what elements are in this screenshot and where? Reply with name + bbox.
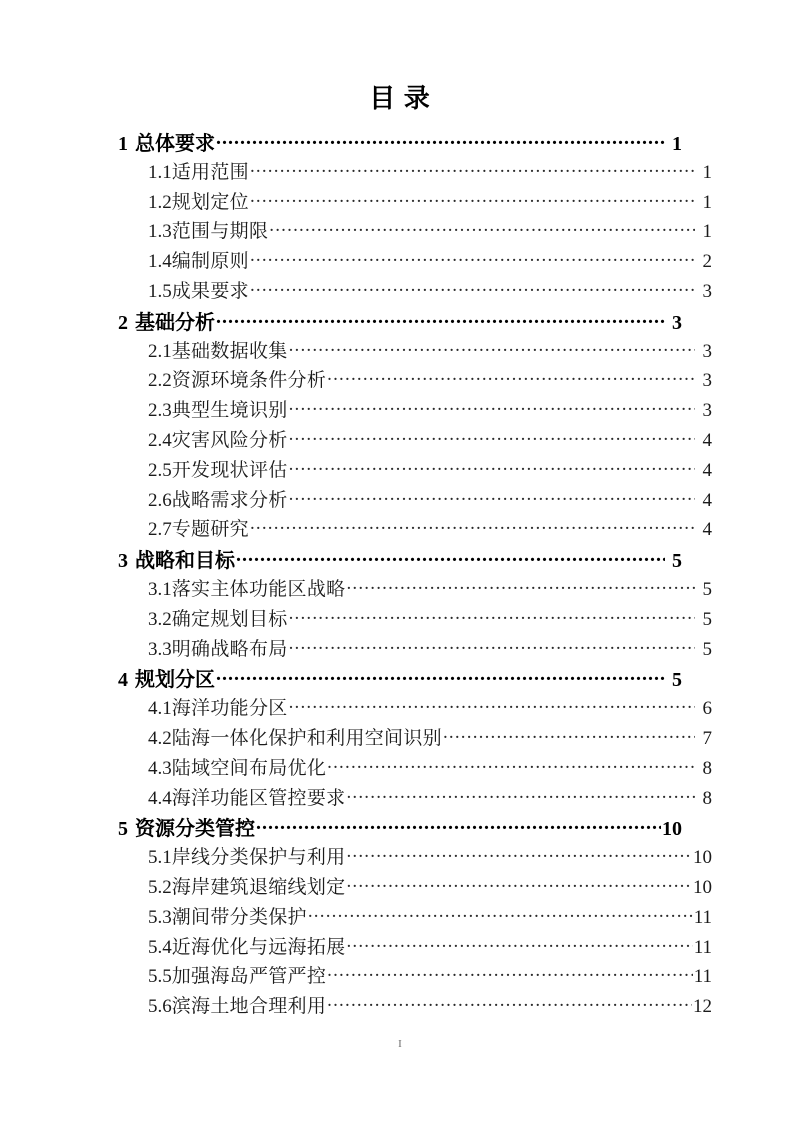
toc-entry[interactable] (118, 991, 712, 1021)
toc-entry-page-number: 2 (702, 251, 712, 273)
toc-entry-page-number: 3 (672, 311, 682, 334)
toc-entry[interactable] (118, 723, 712, 753)
toc-entry[interactable] (118, 693, 712, 723)
toc-entry[interactable] (118, 842, 712, 872)
toc-dot-leader (289, 487, 695, 506)
toc-entry-label: 资源环境条件分析 (171, 370, 327, 392)
toc-entry-page-number: 1 (702, 161, 712, 183)
toc-entry-label: 陆海一体化保护和利用空间识别 (171, 727, 442, 749)
toc-entry[interactable] (118, 157, 712, 187)
toc-entry-page-number: 3 (702, 370, 712, 392)
toc-entry-number: 3.3 (148, 638, 172, 660)
toc-entry-page-number: 4 (702, 489, 712, 511)
toc-dot-leader (250, 516, 695, 535)
toc-dot-leader (216, 666, 665, 686)
toc-dot-leader (327, 755, 695, 774)
toc-entry-label: 战略和目标 (135, 550, 235, 573)
toc-entry-page-number: 3 (702, 340, 712, 362)
toc-entry[interactable] (118, 574, 712, 604)
toc-entry-label: 海洋功能区管控要求 (171, 787, 346, 809)
toc-entry-page-number: 5 (702, 608, 712, 630)
toc-entry[interactable] (118, 634, 712, 664)
toc-entry-page-number: 5 (702, 638, 712, 660)
toc-entry-label: 岸线分类保护与利用 (171, 847, 346, 869)
toc-entry-label: 成果要求 (171, 280, 249, 302)
toc-dot-leader (346, 934, 692, 953)
toc-entry-number: 1.1 (148, 161, 172, 183)
toc-entry-number: 5.5 (148, 966, 172, 988)
toc-entry-label: 适用范围 (171, 161, 249, 183)
toc-dot-leader (308, 904, 693, 923)
toc-entry[interactable] (118, 783, 712, 813)
toc-entry[interactable] (118, 365, 712, 395)
table-of-contents (118, 127, 712, 1021)
toc-entry[interactable] (118, 276, 712, 306)
toc-entry[interactable] (118, 902, 712, 932)
toc-entry-number: 2.3 (148, 400, 172, 422)
toc-dot-leader (289, 427, 695, 446)
toc-entry-label: 灾害风险分析 (171, 429, 288, 451)
toc-dot-leader (250, 159, 695, 178)
toc-entry-page-number: 6 (702, 698, 712, 720)
toc-entry[interactable] (118, 544, 682, 574)
toc-entry-label: 规划定位 (171, 191, 249, 213)
toc-entry-page-number: 7 (702, 727, 712, 749)
toc-dot-leader (346, 874, 692, 893)
toc-entry-label: 资源分类管控 (135, 818, 255, 841)
toc-entry[interactable] (118, 127, 682, 157)
toc-dot-leader (346, 785, 695, 804)
toc-entry-page-number: 11 (693, 966, 712, 988)
toc-entry-number: 2.4 (148, 429, 172, 451)
toc-entry-number: 3 (118, 550, 128, 573)
toc-entry-label: 近海优化与远海拓展 (171, 936, 346, 958)
toc-entry-number: 4.4 (148, 787, 172, 809)
toc-entry[interactable] (118, 425, 712, 455)
toc-entry-label: 海岸建筑退缩线划定 (171, 876, 346, 898)
toc-dot-leader (216, 130, 665, 150)
toc-entry-number: 2.7 (148, 519, 172, 541)
toc-entry-label: 战略需求分析 (171, 489, 288, 511)
toc-entry-page-number: 5 (672, 550, 682, 573)
toc-dot-leader (289, 695, 695, 714)
toc-entry-page-number: 5 (702, 578, 712, 600)
toc-entry-page-number: 10 (693, 847, 712, 869)
toc-entry-label: 落实主体功能区战略 (171, 578, 346, 600)
toc-entry-label: 潮间带分类保护 (171, 906, 307, 928)
toc-entry-number: 3.1 (148, 578, 172, 600)
toc-dot-leader (250, 189, 695, 208)
toc-entry-label: 规划分区 (135, 669, 215, 692)
toc-entry-page-number: 1 (702, 221, 712, 243)
toc-entry-label: 海洋功能分区 (171, 698, 288, 720)
toc-entry-label: 基础数据收集 (171, 340, 288, 362)
toc-entry-page-number: 8 (702, 787, 712, 809)
toc-dot-leader (289, 457, 695, 476)
footer-page-number: I (398, 1038, 402, 1050)
toc-entry[interactable] (118, 306, 682, 336)
toc-dot-leader (250, 248, 695, 267)
toc-entry-number: 1.2 (148, 191, 172, 213)
toc-entry[interactable] (118, 514, 712, 544)
toc-entry-number: 2.1 (148, 340, 172, 362)
toc-dot-leader (346, 844, 692, 863)
toc-dot-leader (250, 278, 695, 297)
toc-entry-number: 4.3 (148, 757, 172, 779)
toc-entry-label: 范围与期限 (171, 221, 269, 243)
toc-dot-leader (216, 309, 665, 329)
toc-entry-page-number: 3 (702, 400, 712, 422)
toc-entry-page-number: 4 (702, 459, 712, 481)
toc-dot-leader (289, 338, 695, 357)
toc-dot-leader (346, 576, 695, 595)
toc-entry-label: 总体要求 (135, 133, 215, 155)
toc-entry-number: 5 (118, 818, 128, 841)
toc-dot-leader (289, 636, 695, 655)
toc-entry-label: 滨海土地合理利用 (171, 996, 327, 1018)
toc-entry-label: 典型生境识别 (171, 400, 288, 422)
toc-entry-number: 2.5 (148, 459, 172, 481)
toc-dot-leader (327, 993, 692, 1012)
toc-entry-number: 3.2 (148, 608, 172, 630)
toc-entry-number: 5.1 (148, 847, 172, 869)
toc-dot-leader (236, 547, 665, 567)
toc-entry-page-number: 8 (702, 757, 712, 779)
toc-dot-leader (269, 218, 695, 237)
toc-entry-label: 陆域空间布局优化 (171, 757, 327, 779)
toc-entry-page-number: 1 (702, 191, 712, 213)
toc-entry[interactable] (118, 753, 712, 783)
toc-entry-number: 4.1 (148, 698, 172, 720)
toc-entry-page-number: 4 (702, 429, 712, 451)
toc-entry-page-number: 1 (672, 133, 682, 155)
toc-entry-label: 专题研究 (171, 519, 249, 541)
toc-entry-label: 加强海岛严管严控 (171, 966, 327, 988)
toc-dot-leader (289, 606, 695, 625)
toc-entry[interactable] (118, 872, 712, 902)
toc-entry-page-number: 5 (672, 669, 682, 692)
toc-dot-leader (256, 815, 661, 835)
toc-entry[interactable] (118, 485, 712, 515)
toc-entry[interactable] (118, 395, 712, 425)
toc-entry-number: 1.5 (148, 280, 172, 302)
toc-entry-label: 明确战略布局 (171, 638, 288, 660)
toc-entry-number: 5.4 (148, 936, 172, 958)
toc-entry-number: 4 (118, 669, 128, 692)
toc-entry-label: 基础分析 (135, 311, 215, 334)
toc-entry[interactable] (118, 812, 682, 842)
toc-entry[interactable] (118, 663, 682, 693)
toc-entry-number: 4.2 (148, 727, 172, 749)
toc-entry-label: 编制原则 (171, 251, 249, 273)
toc-entry-page-number: 11 (693, 936, 712, 958)
toc-entry[interactable] (118, 604, 712, 634)
toc-dot-leader (327, 963, 693, 982)
toc-entry-number: 5.6 (148, 996, 172, 1018)
toc-entry-page-number: 3 (702, 280, 712, 302)
page-title: 目 录 (369, 84, 431, 113)
toc-entry[interactable] (118, 246, 712, 276)
toc-entry-number: 2.6 (148, 489, 172, 511)
toc-entry-number: 2.2 (148, 370, 172, 392)
toc-entry-page-number: 10 (693, 876, 712, 898)
toc-dot-leader (289, 397, 695, 416)
toc-entry-number: 1.4 (148, 251, 172, 273)
toc-dot-leader (443, 725, 695, 744)
toc-entry[interactable] (118, 961, 712, 991)
toc-entry-number: 5.2 (148, 876, 172, 898)
toc-entry-page-number: 4 (702, 519, 712, 541)
toc-entry-page-number: 10 (662, 818, 682, 841)
toc-entry-number: 1 (118, 133, 128, 155)
toc-entry-page-number: 11 (693, 906, 712, 928)
toc-entry[interactable] (118, 187, 712, 217)
toc-entry-number: 2 (118, 311, 128, 334)
toc-entry-number: 1.3 (148, 221, 172, 243)
toc-entry[interactable] (118, 455, 712, 485)
toc-entry[interactable] (118, 932, 712, 962)
toc-entry[interactable] (118, 336, 712, 366)
toc-entry[interactable] (118, 216, 712, 246)
toc-entry-number: 5.3 (148, 906, 172, 928)
toc-entry-label: 确定规划目标 (171, 608, 288, 630)
toc-dot-leader (327, 367, 695, 386)
toc-entry-label: 开发现状评估 (171, 459, 288, 481)
toc-entry-page-number: 12 (693, 996, 712, 1018)
